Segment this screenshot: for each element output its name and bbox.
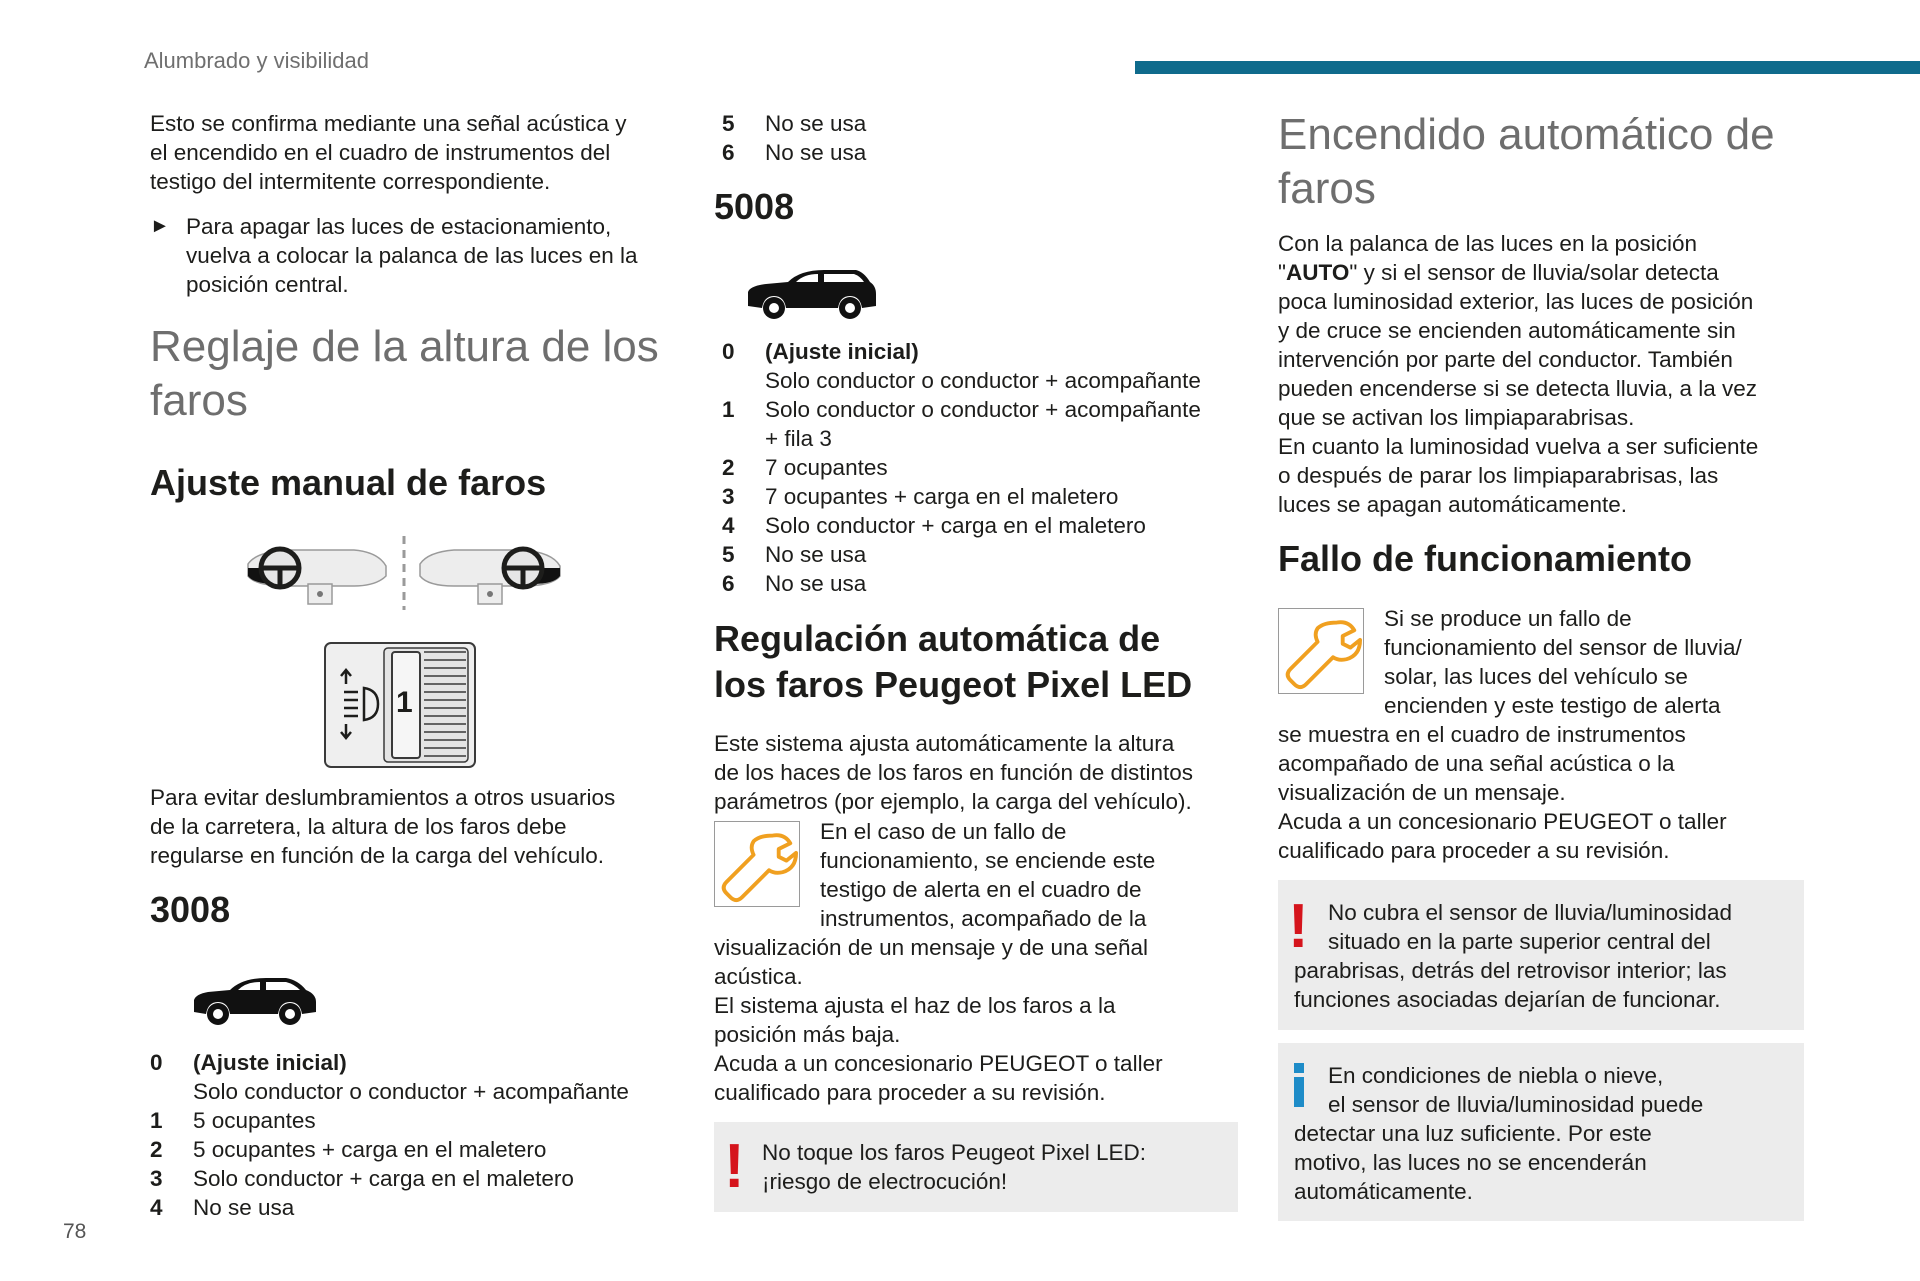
body-line: solar, las luces del vehículo se xyxy=(1384,664,1688,689)
list-text: + fila 3 xyxy=(765,426,832,451)
warning-line: No toque los faros Peugeot Pixel LED: xyxy=(762,1140,1146,1165)
list-text: 5 ocupantes xyxy=(193,1108,316,1133)
wrench-icon xyxy=(1279,609,1362,692)
list-text: No se usa xyxy=(765,542,867,567)
heading-regulacion-automatica xyxy=(714,616,1242,708)
body-line: cualificado para proceder a su revisión. xyxy=(714,1080,1106,1105)
list-text: Solo conductor o conductor + acompañante xyxy=(765,368,1201,393)
col3-body1 xyxy=(1278,229,1806,519)
body-line: El sistema ajusta el haz de los faros a la xyxy=(714,993,1116,1018)
heading-text: Fallo de funcionamiento xyxy=(1278,538,1693,579)
quote-mark: " xyxy=(1278,260,1286,285)
intro-line: Esto se confirma mediante una señal acústica y xyxy=(150,111,627,136)
bullet-line: Para apagar las luces de estacionamiento, xyxy=(186,214,612,239)
list-number: 5 xyxy=(722,542,735,567)
list-text: 7 ocupantes + carga en el maletero xyxy=(765,484,1119,509)
model-3008-title xyxy=(150,889,690,931)
list-number: 2 xyxy=(150,1137,163,1162)
list-text: Solo conductor + carga en el maletero xyxy=(193,1166,574,1191)
list-text: 5 ocupantes + carga en el maletero xyxy=(193,1137,547,1162)
list-item xyxy=(150,1193,690,1222)
body-line: o después de parar los limpiaparabrisas, las xyxy=(1278,463,1719,488)
body-line: posición más baja. xyxy=(714,1022,901,1047)
list-text: No se usa xyxy=(765,140,867,165)
col2-body1 xyxy=(714,729,1242,816)
list-text: 7 ocupantes xyxy=(765,455,888,480)
col1-load-list xyxy=(150,1048,690,1222)
info-line: En condiciones de niebla o nieve, xyxy=(1328,1063,1664,1088)
suv-5008-icon xyxy=(744,264,880,322)
body-line: visualización de un mensaje. xyxy=(1278,780,1566,805)
list-number: 4 xyxy=(722,513,735,538)
list-text: No se usa xyxy=(765,111,867,136)
intro-line: testigo del intermitente correspondiente. xyxy=(150,169,551,194)
col1-body xyxy=(150,783,690,870)
body-line: acústica. xyxy=(714,964,803,989)
heading-line: los faros Peugeot Pixel LED xyxy=(714,664,1193,705)
list-number: 1 xyxy=(150,1108,163,1133)
list-text: (Ajuste inicial) xyxy=(193,1050,347,1075)
list-text: No se usa xyxy=(193,1195,295,1220)
list-text: Solo conductor o conductor + acompañante xyxy=(765,397,1201,422)
body-line: instrumentos, acompañado de la xyxy=(820,906,1147,931)
body-line: funcionamiento del sensor de lluvia/ xyxy=(1384,635,1742,660)
col1-intro xyxy=(150,109,690,196)
heading-text: Ajuste manual de faros xyxy=(150,462,547,503)
info-note-fog xyxy=(1278,1043,1804,1221)
info-line: motivo, las luces no se encenderán xyxy=(1294,1150,1647,1175)
list-number: 4 xyxy=(150,1195,163,1220)
warning-line: No cubra el sensor de lluvia/luminosidad xyxy=(1328,900,1732,925)
body-line: testigo de alerta en el cuadro de xyxy=(820,877,1142,902)
heading-line: faros xyxy=(150,376,248,425)
heading-line: faros xyxy=(1278,164,1376,213)
body-line: visualización de un mensaje y de una señal xyxy=(714,935,1149,960)
heading-line: Regulación automática de xyxy=(714,618,1161,659)
list-number: 2 xyxy=(722,455,735,480)
info-line: automáticamente. xyxy=(1294,1179,1473,1204)
body-line: acompañado de una señal acústica o la xyxy=(1278,751,1675,776)
intro-line: el encendido en el cuadro de instrumentos del xyxy=(150,140,611,165)
accent-bar xyxy=(1135,61,1920,74)
info-line: detectar una luz suficiente. Por este xyxy=(1294,1121,1652,1146)
body-line: En cuanto la luminosidad vuelva a ser suficiente xyxy=(1278,434,1759,459)
body-line: pueden encenderse si se detecta lluvia, a la vez xyxy=(1278,376,1758,401)
body-line: En el caso de un fallo de xyxy=(820,819,1067,844)
list-item xyxy=(722,482,1250,511)
col3-wrench-text xyxy=(1384,604,1804,720)
list-text: No se usa xyxy=(765,571,867,596)
list-item xyxy=(150,1135,690,1164)
list-text: (Ajuste inicial) xyxy=(765,339,919,364)
body-line: de la carretera, la altura de los faros debe xyxy=(150,814,567,839)
arrow-icon: ► xyxy=(150,215,170,237)
dial-number: 1 xyxy=(396,686,413,719)
model-title: 3008 xyxy=(150,889,231,930)
wrench-icon xyxy=(715,822,798,905)
bullet-line: posición central. xyxy=(186,272,349,297)
col2-load-list xyxy=(722,337,1250,598)
body-line: Si se produce un fallo de xyxy=(1384,606,1632,631)
section-title: Alumbrado y visibilidad xyxy=(144,48,369,73)
list-item xyxy=(722,511,1250,540)
warning-icon: ! xyxy=(724,1132,745,1201)
warning-line: ¡riesgo de electrocución! xyxy=(762,1169,1008,1194)
list-item xyxy=(150,1048,690,1106)
body-line: regularse en función de la carga del vehículo. xyxy=(150,843,605,868)
right-dashboard-icon xyxy=(420,549,560,604)
body-line: intervención por parte del conductor. También xyxy=(1278,347,1733,372)
list-item xyxy=(722,138,1250,167)
list-item xyxy=(150,1164,690,1193)
bullet-line: vuelva a colocar la palanca de las luces en la xyxy=(186,243,638,268)
list-item xyxy=(722,337,1250,395)
body-line: Acuda a un concesionario PEUGEOT o taller xyxy=(714,1051,1163,1076)
list-text: Solo conductor + carga en el maletero xyxy=(765,513,1146,538)
auto-label: AUTO xyxy=(1286,260,1350,285)
list-item xyxy=(722,453,1250,482)
body-line: parámetros (por ejemplo, la carga del vehículo). xyxy=(714,789,1192,814)
list-number: 3 xyxy=(150,1166,163,1191)
body-line: que se activan los limpiaparabrisas. xyxy=(1278,405,1635,430)
warning-line: funciones asociadas dejarían de funcionar. xyxy=(1294,987,1721,1012)
list-number: 0 xyxy=(150,1050,163,1075)
body-line xyxy=(1278,258,1806,287)
heading-line: Encendido automático de xyxy=(1278,110,1775,159)
col2-wrench-text xyxy=(820,817,1240,933)
list-item xyxy=(722,395,1250,453)
col2-top-list xyxy=(722,109,1250,167)
body-line: se muestra en el cuadro de instrumentos xyxy=(1278,722,1686,747)
heading-reglaje xyxy=(150,320,690,428)
body-line: Para evitar deslumbramientos a otros usuarios xyxy=(150,785,616,810)
body-line: encienden y este testigo de alerta xyxy=(1384,693,1721,718)
warning-line: parabrisas, detrás del retrovisor interior; las xyxy=(1294,958,1727,983)
warning-note-sensor xyxy=(1278,880,1804,1030)
body-line: cualificado para proceder a su revisión. xyxy=(1278,838,1670,863)
list-number: 1 xyxy=(722,397,735,422)
dashboard-illustration xyxy=(246,532,562,614)
heading-fallo xyxy=(1278,536,1806,582)
list-text: Solo conductor o conductor + acompañante xyxy=(193,1079,629,1104)
body-line: y de cruce se encienden automáticamente sin xyxy=(1278,318,1736,343)
headlamp-dial-control xyxy=(324,642,476,768)
body-line: funcionamiento, se enciende este xyxy=(820,848,1156,873)
heading-encendido-automatico xyxy=(1278,108,1806,216)
body-line: luces se apagan automáticamente. xyxy=(1278,492,1627,517)
list-number: 0 xyxy=(722,339,735,364)
col2-body2 xyxy=(714,933,1242,1107)
warning-note-pixel-led xyxy=(714,1122,1238,1212)
list-item xyxy=(722,569,1250,598)
heading-line: Reglaje de la altura de los xyxy=(150,322,659,371)
body-line: Con la palanca de las luces en la posición xyxy=(1278,231,1698,256)
bullet-item xyxy=(150,212,690,299)
list-item xyxy=(722,540,1250,569)
body-line: Acuda a un concesionario PEUGEOT o taller xyxy=(1278,809,1727,834)
list-number: 6 xyxy=(722,571,735,596)
wrench-warning-lamp xyxy=(1278,608,1364,694)
suv-3008-icon xyxy=(190,972,320,1028)
heading-ajuste-manual xyxy=(150,460,690,506)
list-item xyxy=(150,1106,690,1135)
list-number: 3 xyxy=(722,484,735,509)
body-line: poca luminosidad exterior, las luces de posición xyxy=(1278,289,1754,314)
body-line: de los haces de los faros en función de distintos xyxy=(714,760,1194,785)
list-item xyxy=(722,109,1250,138)
model-title: 5008 xyxy=(714,186,795,227)
warning-line: situado en la parte superior central del xyxy=(1328,929,1711,954)
info-line: el sensor de lluvia/luminosidad puede xyxy=(1328,1092,1704,1117)
page-number: 78 xyxy=(63,1220,87,1243)
col3-body2 xyxy=(1278,720,1806,865)
list-number: 6 xyxy=(722,140,735,165)
list-number: 5 xyxy=(722,111,735,136)
model-5008-title xyxy=(714,186,1242,228)
left-dashboard-icon xyxy=(248,549,386,604)
body-line: Este sistema ajusta automáticamente la altura xyxy=(714,731,1175,756)
body-text: " y si el sensor de lluvia/solar detecta xyxy=(1349,260,1719,285)
wrench-warning-lamp xyxy=(714,821,800,907)
warning-icon: ! xyxy=(1288,892,1309,961)
